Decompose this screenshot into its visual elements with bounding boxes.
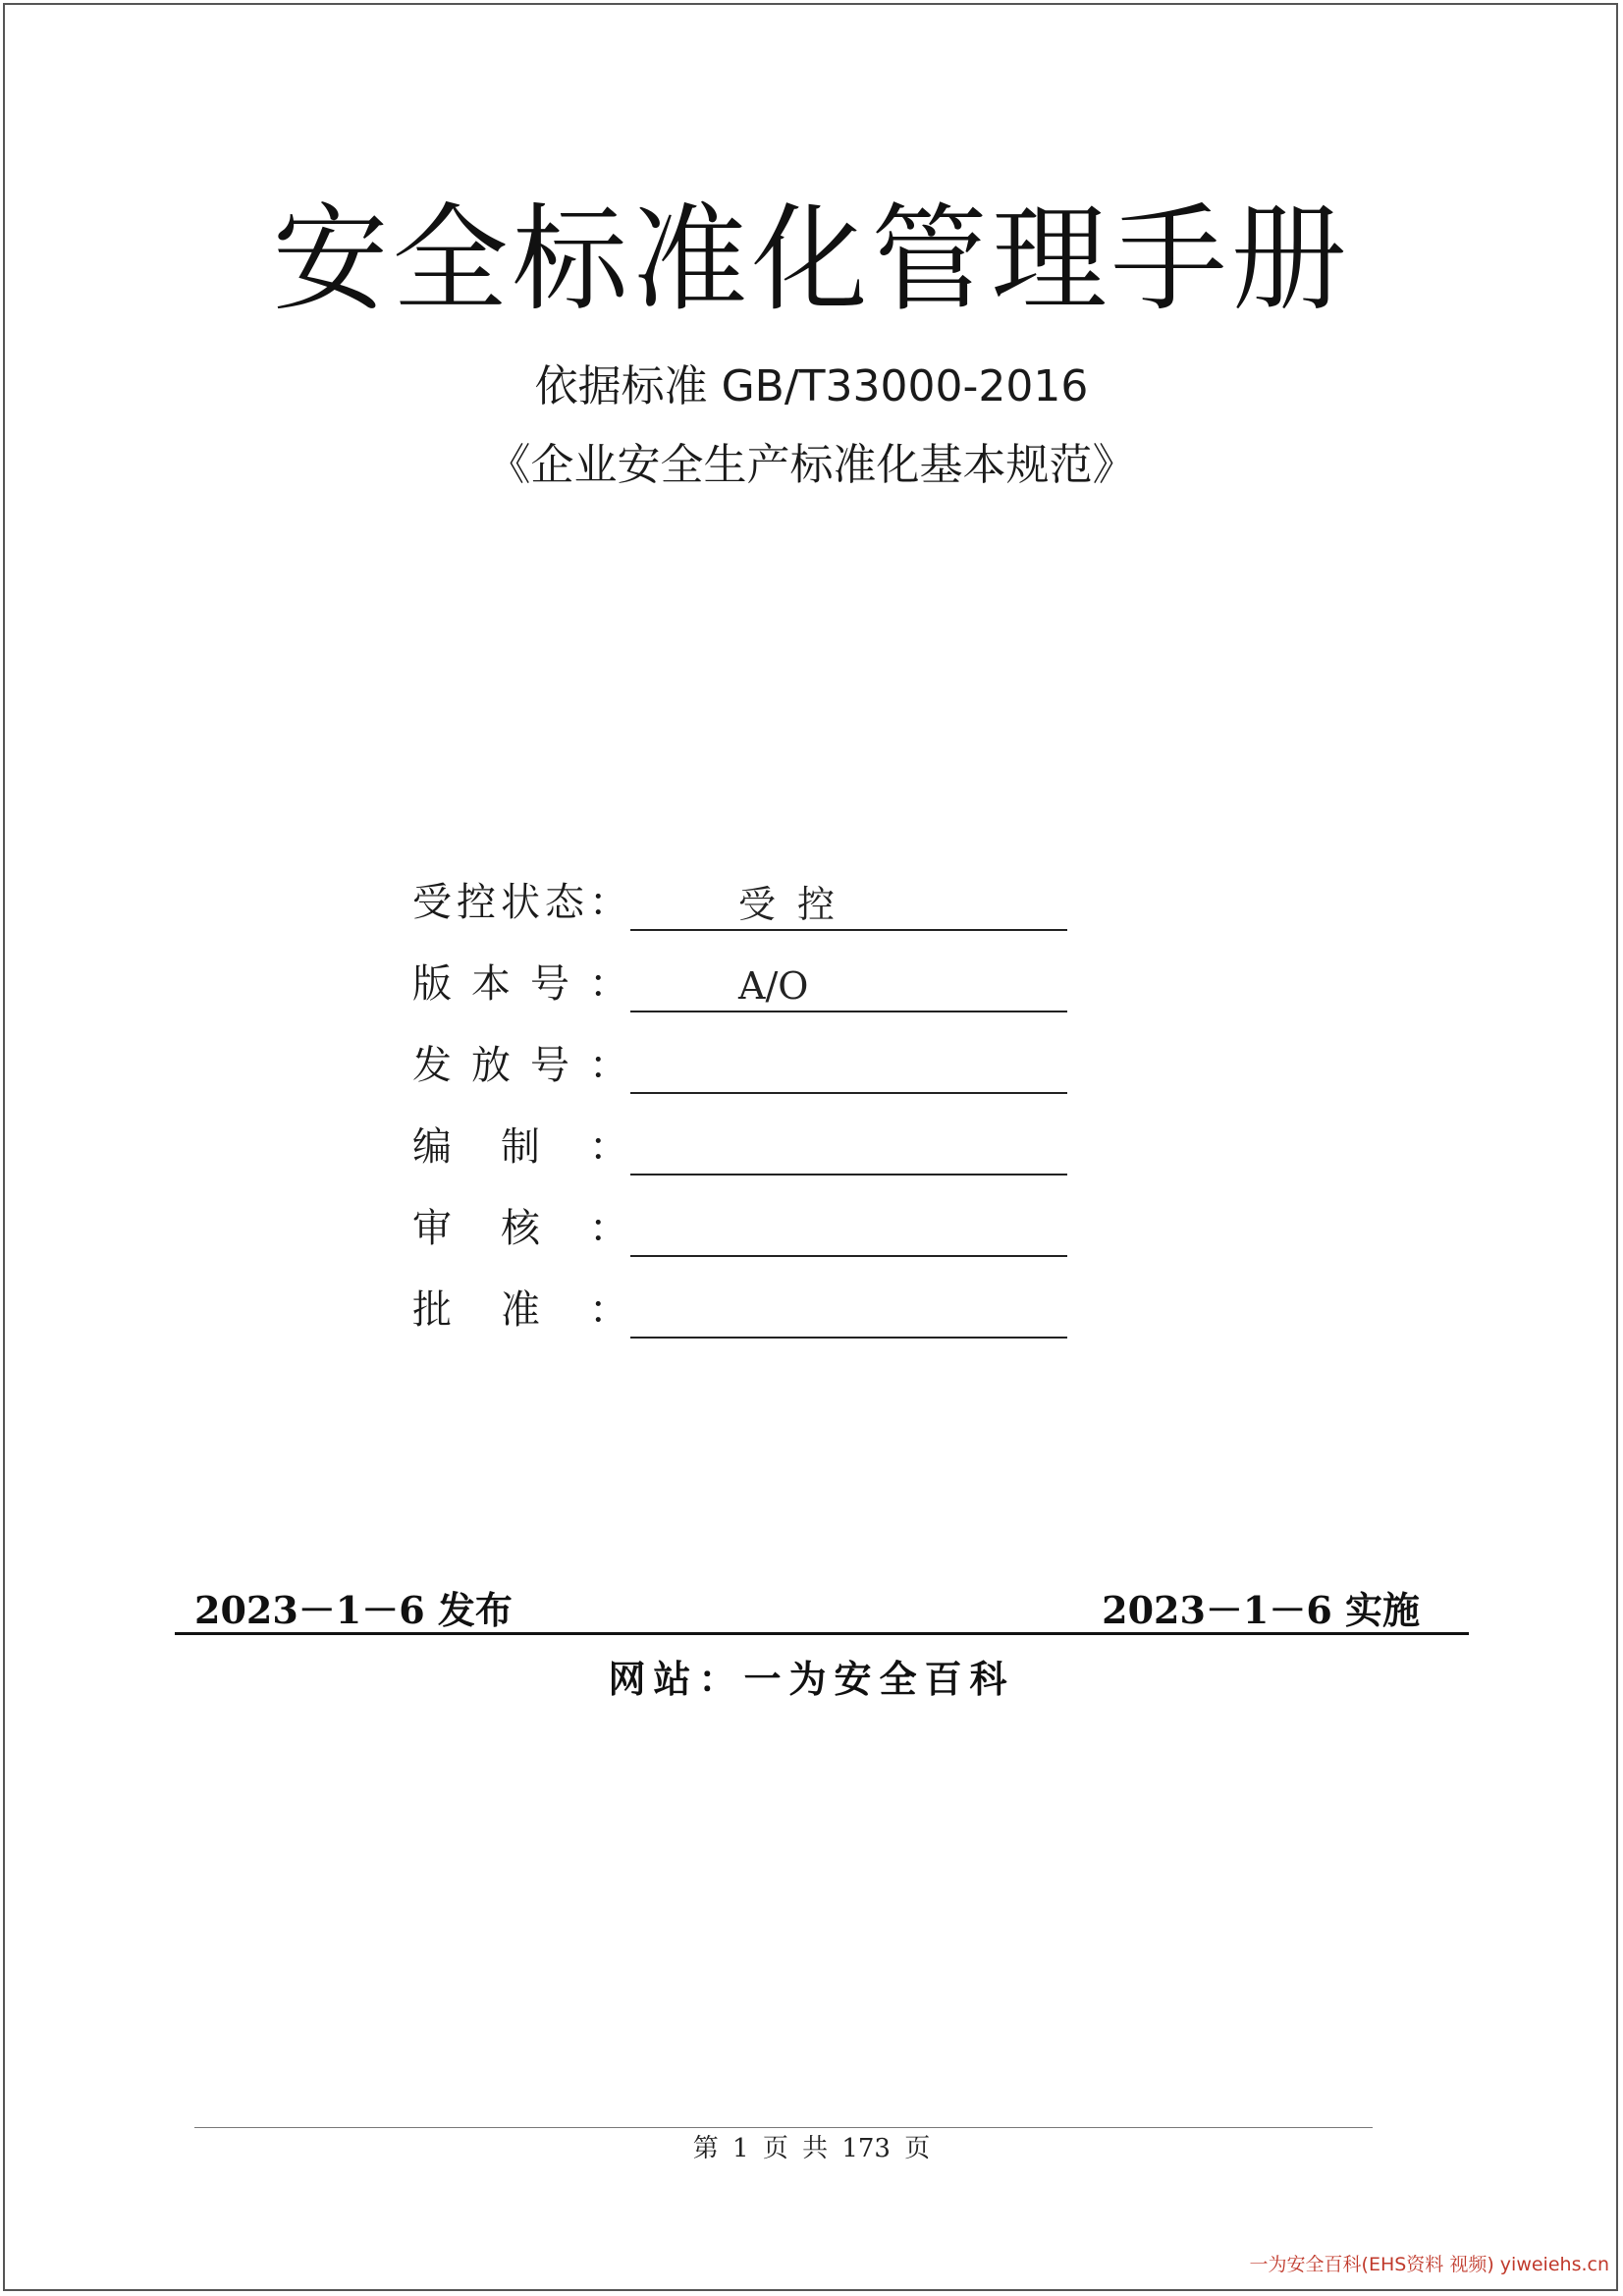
implement-date: 2023－1－6 实施 [1102, 1588, 1420, 1632]
field-value-line [630, 1206, 1067, 1257]
standard-reference: 依据标准 GB/T33000-2016 [534, 361, 1089, 411]
publish-date: 2023－1－6 发布 [194, 1588, 513, 1632]
website-label: 网站：一为安全百科 [608, 1657, 1015, 1701]
field-value-line [630, 1287, 1067, 1339]
field-value-line [630, 1124, 1067, 1175]
field-label: 审 核 ： [412, 1206, 628, 1251]
field-value-line [630, 880, 1067, 931]
field-label: 批 准 ： [412, 1287, 628, 1333]
watermark: 一为安全百科(EHS资料 视频) yiweiehs.cn [1249, 2254, 1609, 2275]
field-value: 受控 [738, 883, 857, 926]
field-distribution-number [412, 1012, 1100, 1094]
document-title: 安全标准化管理手册 [272, 191, 1351, 327]
field-label: 发 放 号 ： [412, 1043, 628, 1088]
release-dates-row [175, 1589, 1469, 1635]
field-value: A/O [738, 964, 809, 1008]
page-number: 第 1 页 共 173 页 [692, 2134, 931, 2163]
field-control-status [412, 849, 1100, 931]
footer-divider [194, 2127, 1373, 2128]
field-version [412, 931, 1100, 1012]
field-value-line [630, 961, 1067, 1012]
field-label: 受 控 状 态 ： [412, 880, 628, 925]
field-label: 编 制 ： [412, 1124, 628, 1170]
standard-name: 《企业安全生产标准化基本规范》 [487, 440, 1136, 490]
field-value-line [630, 1043, 1067, 1094]
control-info-fields [412, 849, 1100, 1339]
field-compiled-by [412, 1094, 1100, 1175]
field-approved-by [412, 1257, 1100, 1339]
field-reviewed-by [412, 1175, 1100, 1257]
field-label: 版 本 号 ： [412, 961, 628, 1007]
